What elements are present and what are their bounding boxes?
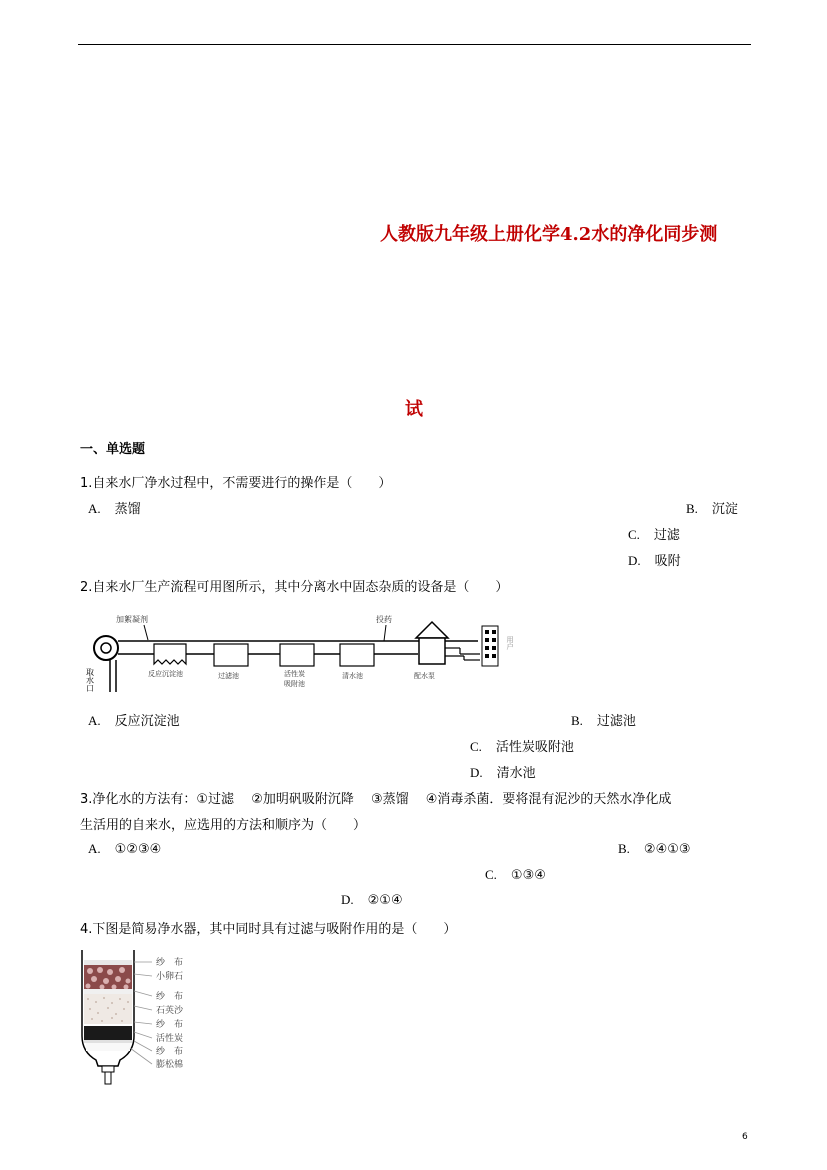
question-4-stem: 4.下图是简易净水器，其中同时具有过滤与吸附作用的是（ ）: [80, 922, 457, 937]
layer-cotton: [86, 1043, 130, 1051]
layer-gauze-3: [84, 1040, 132, 1043]
option-text: 活性炭吸附池: [495, 740, 574, 755]
q2-option-d[interactable]: [470, 762, 536, 781]
clear-tank-label: 清水池: [342, 672, 363, 680]
option-label: B.: [686, 501, 698, 516]
option-label: A.: [88, 713, 101, 728]
simple-water-filter-diagram: [78, 944, 208, 1090]
option-text: 过滤: [653, 528, 680, 543]
layer-activated-carbon: [84, 1026, 132, 1040]
q2-option-a[interactable]: [88, 710, 180, 729]
carbon-tank-label-1: 活性炭: [284, 670, 305, 678]
filter-label-gauze-1: 纱 布: [156, 958, 184, 968]
option-label: B.: [618, 841, 630, 856]
option-text: 清水池: [496, 766, 536, 781]
filter-label-quartz: 石英沙: [156, 1006, 184, 1016]
question-3-stem-line1: 3.净化水的方法有：①过滤 ②加明矾吸附沉降 ③蒸馏 ④消毒杀菌．要将混有泥沙的天然水净化成: [80, 792, 672, 807]
page-number: 6: [742, 1132, 748, 1142]
option-label: B.: [571, 713, 583, 728]
reaction-tank-label: 反应沉淀池: [148, 670, 183, 678]
header-rule: [78, 44, 751, 45]
filter-label-carbon: 活性炭: [156, 1034, 184, 1044]
question-2-stem: 2.自来水厂生产流程可用图所示，其中分离水中固态杂质的设备是（ ）: [80, 580, 509, 595]
option-text: 过滤池: [596, 714, 636, 729]
question-1-stem: 1.自来水厂净水过程中，不需要进行的操作是（ ）: [80, 476, 392, 491]
option-label: D.: [628, 553, 641, 568]
pump-house: [419, 638, 445, 664]
section-heading: 一、单选题: [80, 442, 146, 457]
nozzle: [102, 1066, 114, 1072]
carbon-tank: [280, 644, 314, 666]
user-label: 用户: [506, 636, 514, 650]
filter-tank: [214, 644, 248, 666]
water-plant-flow-diagram: [85, 608, 528, 696]
option-label: A.: [88, 841, 101, 856]
option-label: D.: [341, 892, 354, 907]
pump-house-roof: [416, 622, 448, 638]
option-text: 蒸馏: [114, 502, 141, 517]
pump-label: 配水泵: [414, 672, 435, 680]
carbon-tank-label-2: 吸附池: [284, 680, 305, 688]
q1-option-d[interactable]: [628, 550, 681, 569]
option-label: D.: [470, 765, 483, 780]
question-3-stem-line2: 生活用的自来水，应选用的方法和顺序为（ ）: [80, 818, 367, 833]
option-text: 吸附: [654, 554, 681, 569]
q1-option-a[interactable]: [88, 498, 141, 517]
filter-label-gauze-2: 纱 布: [156, 992, 184, 1002]
option-text: 沉淀: [711, 502, 738, 517]
reaction-tank: [154, 644, 186, 664]
doc-title-line1: 人教版九年级上册化学4.2水的净化同步测: [380, 224, 718, 245]
q3-option-b[interactable]: [618, 841, 691, 857]
q2-option-c[interactable]: [470, 736, 574, 755]
dosing-label: 投药: [376, 615, 392, 624]
option-text: ①②③④: [114, 842, 162, 857]
q3-option-d[interactable]: [341, 892, 403, 908]
option-text: 反应沉淀池: [114, 714, 180, 729]
option-label: C.: [470, 739, 482, 754]
filter-tank-label: 过滤池: [218, 672, 239, 680]
option-label: C.: [628, 527, 640, 542]
q1-option-b[interactable]: [686, 498, 738, 517]
q3-option-a[interactable]: [88, 841, 161, 857]
q3-option-c[interactable]: [485, 867, 546, 883]
layer-gauze-1: [84, 960, 132, 965]
filter-label-gauze-3: 纱 布: [156, 1020, 184, 1030]
user-buildings: [482, 626, 498, 666]
filter-label-pebbles: 小卵石: [156, 972, 184, 982]
option-text: ②①④: [367, 893, 403, 908]
option-text: ①③④: [510, 868, 546, 883]
q2-option-b[interactable]: [571, 710, 636, 729]
coagulant-label: 加絮凝剂: [116, 615, 148, 624]
option-text: ②④①③: [643, 842, 691, 857]
intake-wheel: [94, 636, 118, 660]
clear-tank: [340, 644, 374, 666]
intake-label: 取水口: [85, 668, 95, 692]
filter-label-cotton: 膨松棉: [156, 1060, 184, 1070]
layer-gauze-2: [84, 989, 132, 994]
filter-label-gauze-4: 纱 布: [156, 1047, 184, 1057]
q1-option-c[interactable]: [628, 524, 680, 543]
option-label: C.: [485, 867, 497, 882]
doc-title-line2: 试: [405, 399, 423, 420]
option-label: A.: [88, 501, 101, 516]
